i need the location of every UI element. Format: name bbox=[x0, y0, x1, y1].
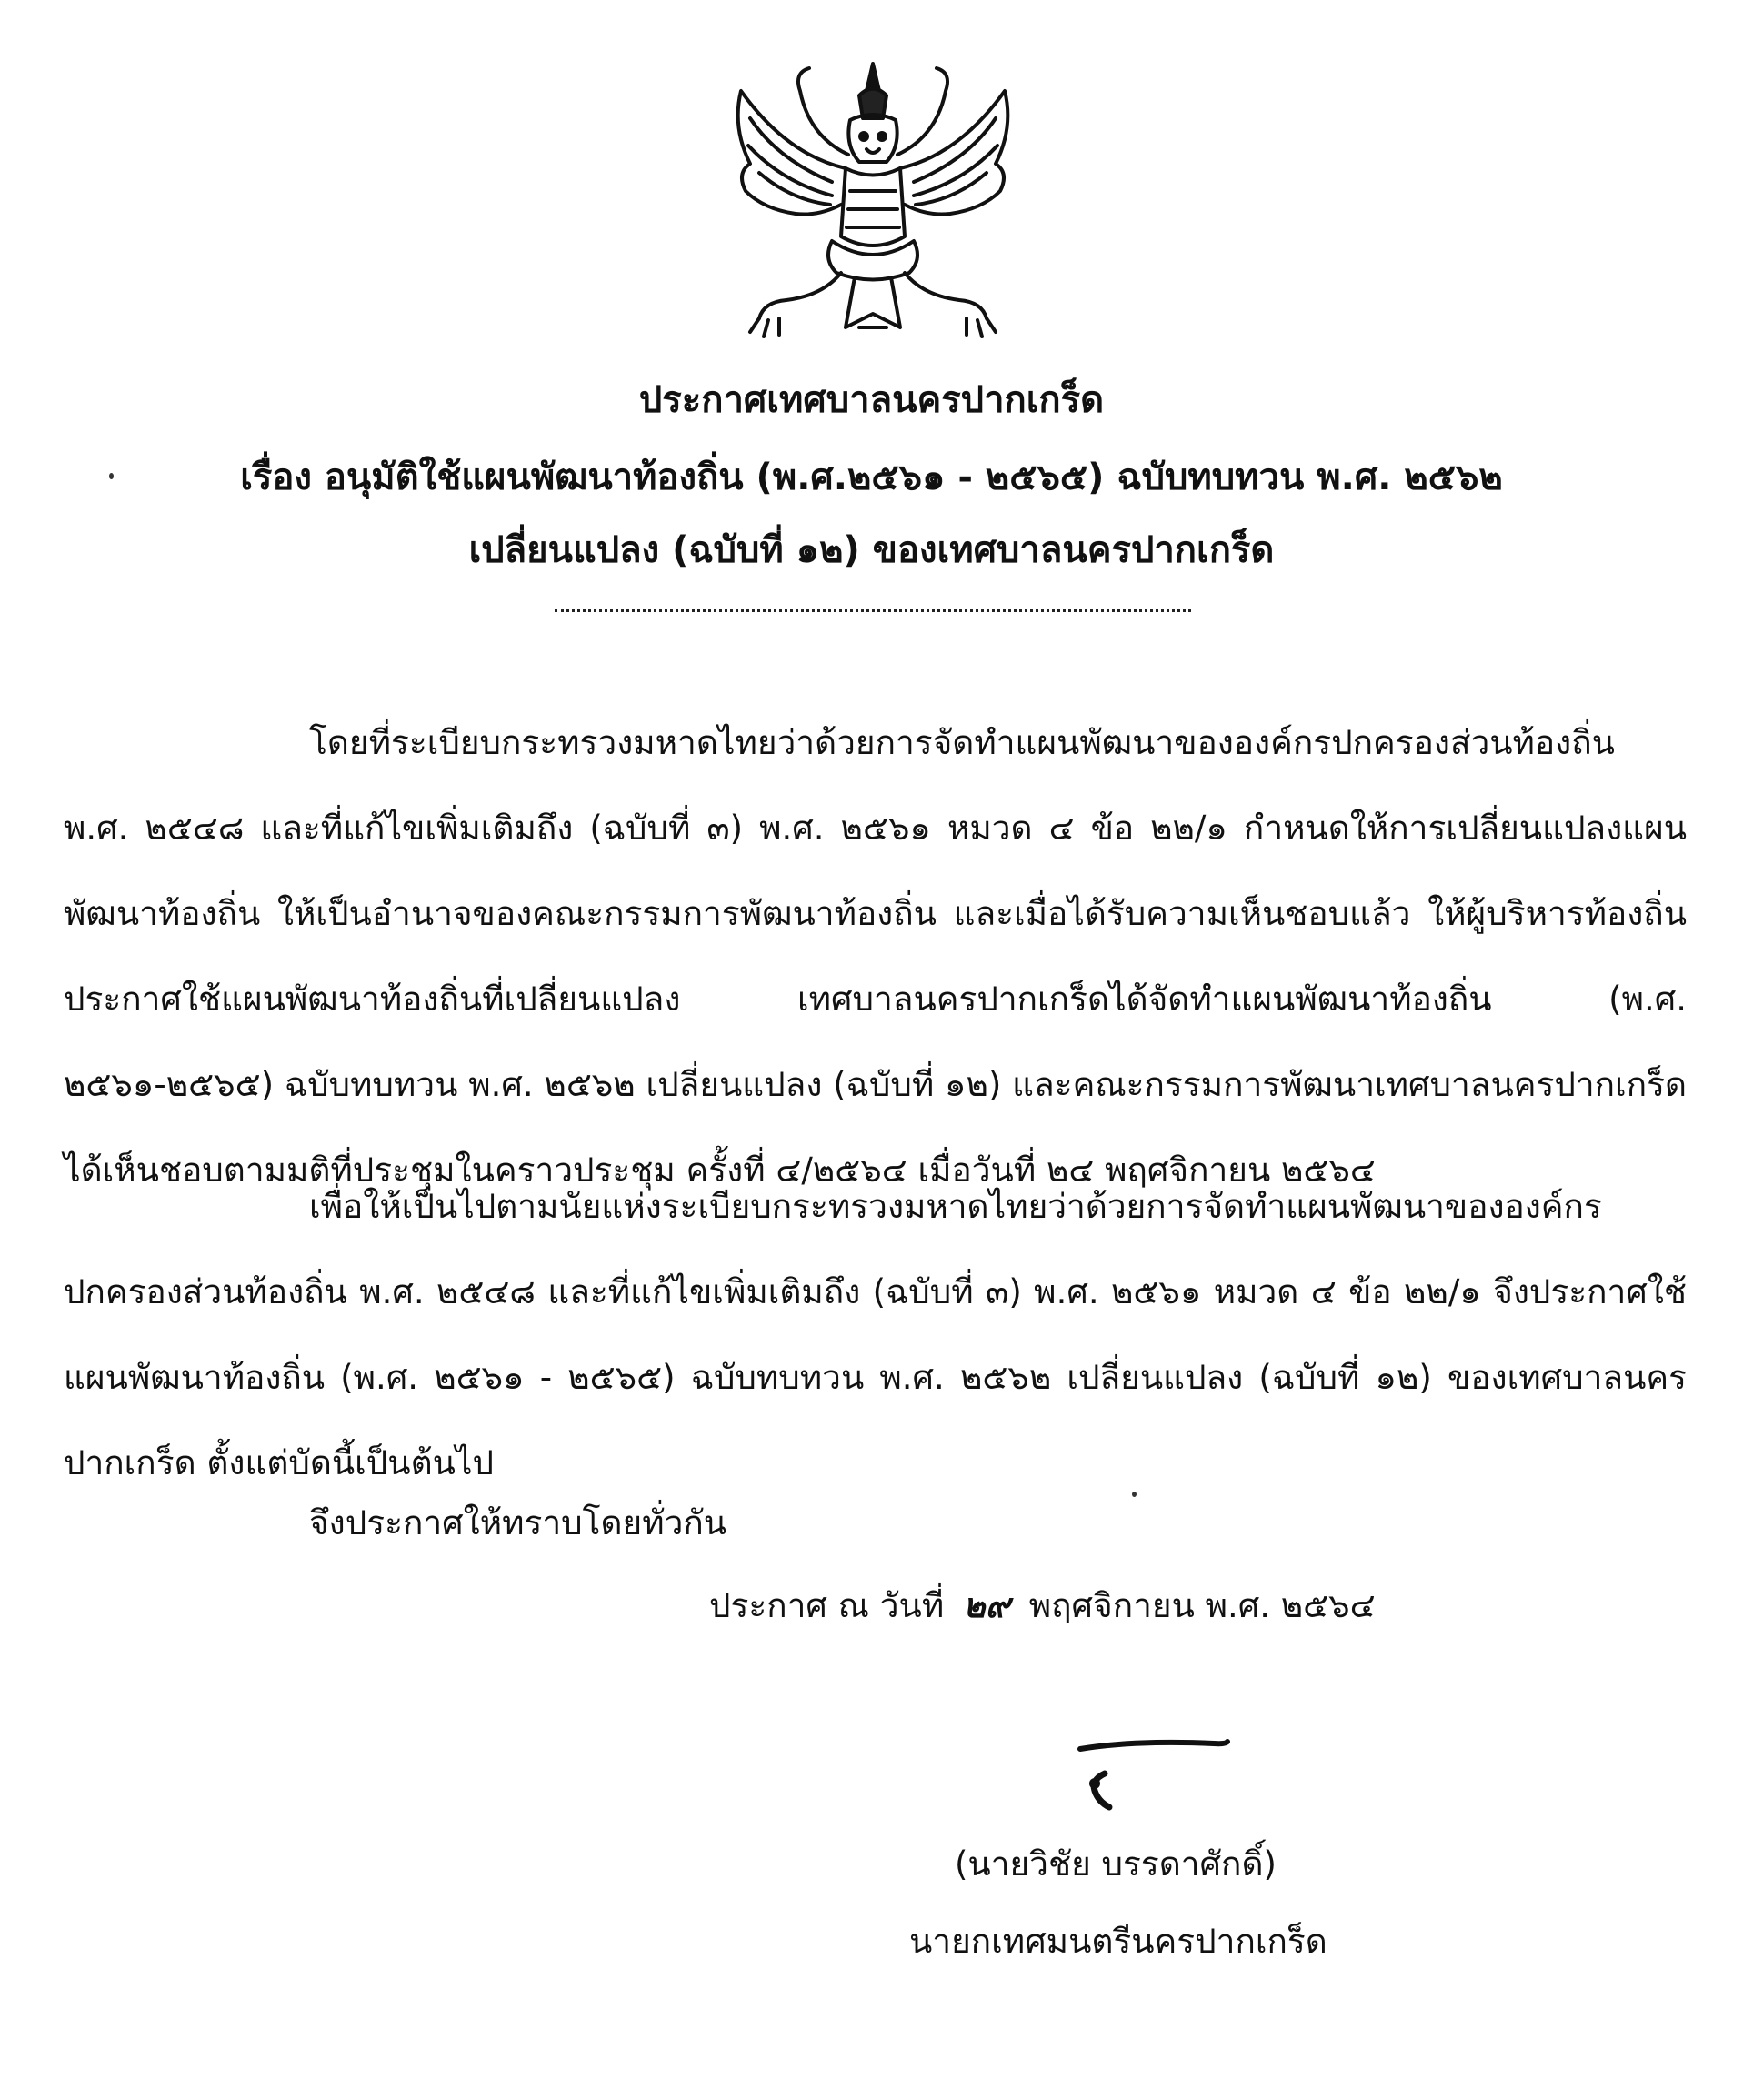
signer-position: นายกเทศมนตรีนครปากเกร็ด bbox=[909, 1922, 1327, 1961]
scan-speck bbox=[1132, 1492, 1137, 1497]
handwritten-signature-icon bbox=[1055, 1723, 1246, 1833]
heading-subject-continued: เปลี่ยนแปลง (ฉบับที่ ๑๒) ของเทศบาลนครปากเกร็ด bbox=[468, 529, 1275, 571]
signer-name: (นายวิชัย บรรดาศักดิ์) bbox=[955, 1844, 1277, 1884]
dotted-divider bbox=[555, 609, 1191, 612]
heading-subject: เรื่อง อนุมัติใช้แผนพัฒนาท้องถิ่น (พ.ศ.๒๕๖๑ - ๒๕๖๕) ฉบับทบทวน พ.ศ. ๒๕๖๒ bbox=[240, 457, 1503, 498]
date-prefix: ประกาศ ณ วันที่ bbox=[709, 1586, 945, 1625]
heading-title: ประกาศเทศบาลนครปากเกร็ด bbox=[638, 379, 1105, 421]
closing-statement: จึงประกาศให้ทราบโดยทั่วกัน bbox=[309, 1503, 727, 1542]
paragraph-whereas: โดยที่ระเบียบกระทรวงมหาดไทยว่าด้วยการจัดทำแผนพัฒนาขององค์กรปกครองส่วนท้องถิ่น พ.ศ. ๒๕๔๘ และที่แก้ไขเพิ่มเติมถึง (ฉบับที่ ๓) พ.ศ. ๒๕๖๑ หมวด ๔ ข้อ ๒๒/๑ กำหนดให้การเปลี่ยนแปลงแผนพัฒนาท้องถิ่น ให้เป็นอำนาจของคณะกรรมการพัฒนาท้องถิ่น และเมื่อได้รับความเห็นชอบแล้ว ให้ผู้บริหารท้องถิ่นประกาศใช้แผนพัฒนาท้องถิ่นที่เปลี่ยนแปลง เทศบาลนครปากเกร็ดได้จัดทำแผนพัฒนาท้องถิ่น (พ.ศ. ๒๕๖๑-๒๕๖๕) ฉบับทบทวน พ.ศ. ๒๕๖๒ เปลี่ยนแปลง (ฉบับที่ ๑๒) และคณะกรรมการพัฒนาเทศบาลนครปากเกร็ดได้เห็นชอบตามมติที่ประชุมในคราวประชุม ครั้งที่ ๔/๒๕๖๔ เมื่อวันที่ ๒๔ พฤศจิกายน ๒๕๖๔ bbox=[64, 723, 1687, 1190]
garuda-emblem-icon bbox=[723, 55, 1023, 346]
date-day-handwritten: ๒๙ bbox=[963, 1585, 1010, 1625]
date-line bbox=[709, 1564, 1376, 1647]
scan-speck bbox=[109, 473, 114, 479]
paragraph-announcement: เพื่อให้เป็นไปตามนัยแห่งระเบียบกระทรวงมหาดไทยว่าด้วยการจัดทำแผนพัฒนาขององค์กรปกครองส่วนท้องถิ่น พ.ศ. ๒๕๔๘ และที่แก้ไขเพิ่มเติมถึง (ฉบับที่ ๓) พ.ศ. ๒๕๖๑ หมวด ๔ ข้อ ๒๒/๑ จึงประกาศใช้แผนพัฒนาท้องถิ่น (พ.ศ. ๒๕๖๑ - ๒๕๖๕) ฉบับทบทวน พ.ศ. ๒๕๖๒ เปลี่ยนแปลง (ฉบับที่ ๑๒) ของเทศบาลนครปากเกร็ด ตั้งแต่บัดนี้เป็นต้นไป bbox=[64, 1187, 1687, 1482]
date-suffix: พฤศจิกายน พ.ศ. ๒๕๖๔ bbox=[1028, 1586, 1376, 1625]
